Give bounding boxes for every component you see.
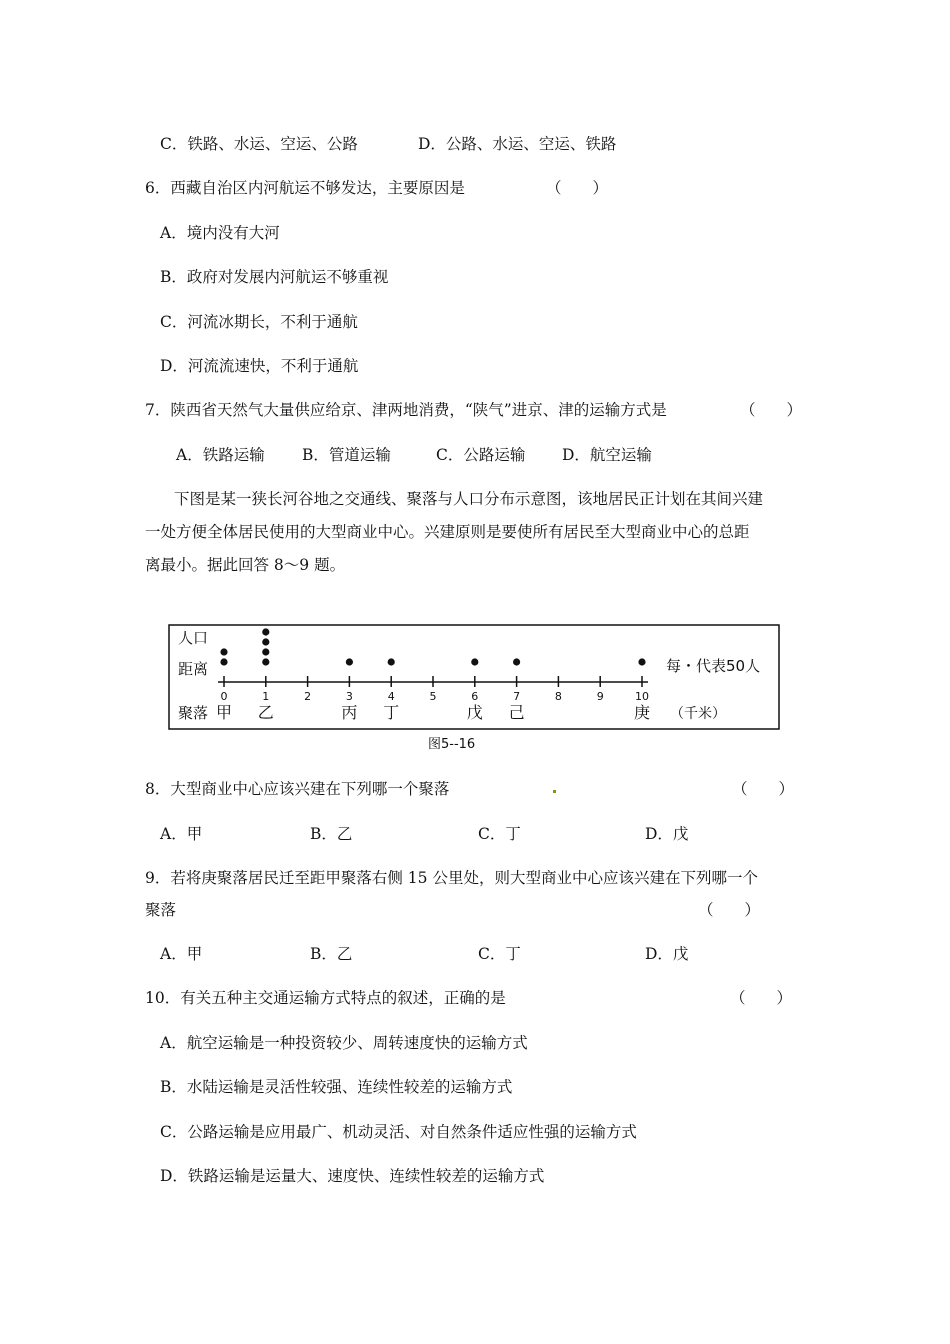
q10-option-b: B．水陆运输是灵活性较强、连续性较差的运输方式 bbox=[160, 1078, 513, 1096]
q7-option-a: A．铁路运输 bbox=[176, 446, 265, 464]
population-dot-丁-1 bbox=[388, 658, 395, 665]
q8-option-d: D．戊 bbox=[645, 825, 689, 843]
axis-tick-label-6: 6 bbox=[471, 690, 479, 703]
axis-tick-label-1: 1 bbox=[262, 690, 270, 703]
axis-tick-label-9: 9 bbox=[596, 690, 604, 703]
q6-answer-bracket: （ ） bbox=[546, 179, 609, 197]
q8-option-a: A．甲 bbox=[160, 825, 203, 843]
axis-tick-label-3: 3 bbox=[345, 690, 353, 703]
population-dot-乙-1 bbox=[262, 658, 269, 665]
q7-option-b: B．管道运输 bbox=[302, 446, 391, 464]
q7-answer-bracket: （ ） bbox=[740, 401, 803, 419]
label-settlement: 聚落 bbox=[178, 704, 209, 722]
q9-answer-bracket: （ ） bbox=[698, 901, 761, 919]
q9-stem-line-1: 9．若将庚聚落居民迁至距甲聚落右侧 15 公里处，则大型商业中心应该兴建在下列哪一个 bbox=[145, 869, 758, 887]
q10-answer-bracket: （ ） bbox=[730, 989, 793, 1007]
q5-option-d: D．公路、水运、空运、铁路 bbox=[418, 135, 617, 153]
population-dot-庚-1 bbox=[638, 658, 645, 665]
q6-option-b: B．政府对发展内河航运不够重视 bbox=[160, 268, 389, 286]
axis-tick-label-8: 8 bbox=[554, 690, 562, 703]
axis-tick-label-5: 5 bbox=[429, 690, 437, 703]
legend-label: 每・代表50人 bbox=[666, 657, 761, 675]
settlement-population-diagram bbox=[168, 624, 780, 732]
q8-answer-bracket: （ ） bbox=[732, 780, 795, 798]
axis-tick-label-4: 4 bbox=[387, 690, 395, 703]
figure-caption: 图5--16 bbox=[428, 737, 476, 752]
settlement-name-戊: 戊 bbox=[466, 703, 483, 722]
axis-tick-label-7: 7 bbox=[513, 690, 521, 703]
q5-option-c: C．铁路、水运、空运、公路 bbox=[160, 135, 358, 153]
axis-tick-label-0: 0 bbox=[220, 690, 228, 703]
q6-option-d: D．河流流速快，不利于通航 bbox=[160, 357, 359, 375]
population-dot-乙-4 bbox=[262, 628, 269, 635]
q7-stem: 7．陕西省天然气大量供应给京、津两地消费，“陕气”进京、津的运输方式是 bbox=[145, 401, 667, 419]
axis-tick-label-10: 10 bbox=[635, 690, 649, 703]
label-distance: 距离 bbox=[178, 660, 209, 678]
intro-line-1: 下图是某一狭长河谷地之交通线、聚落与人口分布示意图，该地居民正计划在其间兴建 bbox=[174, 490, 764, 508]
population-dot-乙-3 bbox=[262, 638, 269, 645]
q10-option-d: D．铁路运输是运量大、速度快、连续性较差的运输方式 bbox=[160, 1167, 545, 1185]
population-dot-丙-1 bbox=[346, 658, 353, 665]
q10-option-a: A．航空运输是一种投资较少、周转速度快的运输方式 bbox=[160, 1034, 528, 1052]
population-dot-甲-2 bbox=[220, 648, 227, 655]
settlement-name-己: 己 bbox=[508, 703, 525, 722]
q9-option-c: C．丁 bbox=[478, 945, 521, 963]
axis-tick-label-2: 2 bbox=[304, 690, 312, 703]
label-population: 人口 bbox=[178, 629, 209, 647]
settlement-name-甲: 甲 bbox=[215, 703, 233, 722]
q8-stem: 8．大型商业中心应该兴建在下列哪一个聚落 bbox=[145, 780, 450, 798]
q9-stem-line-2: 聚落 bbox=[145, 901, 177, 919]
population-dot-己-1 bbox=[513, 658, 520, 665]
q10-stem: 10．有关五种主交通运输方式特点的叙述，正确的是 bbox=[145, 989, 506, 1007]
intro-line-2: 一处方便全体居民使用的大型商业中心。兴建原则是要使所有居民至大型商业中心的总距 bbox=[145, 523, 750, 541]
settlement-name-乙: 乙 bbox=[257, 703, 274, 722]
q6-stem: 6．西藏自治区内河航运不够发达，主要原因是 bbox=[145, 179, 465, 197]
q6-option-a: A．境内没有大河 bbox=[160, 224, 280, 242]
settlement-name-丁: 丁 bbox=[383, 703, 400, 722]
population-dot-乙-2 bbox=[262, 648, 269, 655]
population-dot-戊-1 bbox=[471, 658, 478, 665]
q7-option-d: D．航空运输 bbox=[562, 446, 652, 464]
settlement-name-庚: 庚 bbox=[633, 703, 651, 722]
stray-mark bbox=[553, 790, 556, 793]
q9-option-d: D．戊 bbox=[645, 945, 689, 963]
q9-option-b: B．乙 bbox=[310, 945, 353, 963]
settlement-name-丙: 丙 bbox=[341, 703, 358, 722]
intro-line-3: 离最小。据此回答 8～9 题。 bbox=[145, 556, 346, 574]
q8-option-b: B．乙 bbox=[310, 825, 353, 843]
q8-option-c: C．丁 bbox=[478, 825, 521, 843]
q10-option-c: C．公路运输是应用最广、机动灵活、对自然条件适应性强的运输方式 bbox=[160, 1123, 637, 1141]
population-dot-甲-1 bbox=[220, 658, 227, 665]
unit-label: （千米） bbox=[670, 706, 726, 722]
q7-option-c: C．公路运输 bbox=[436, 446, 526, 464]
q6-option-c: C．河流冰期长，不利于通航 bbox=[160, 313, 358, 331]
q9-option-a: A．甲 bbox=[160, 945, 203, 963]
